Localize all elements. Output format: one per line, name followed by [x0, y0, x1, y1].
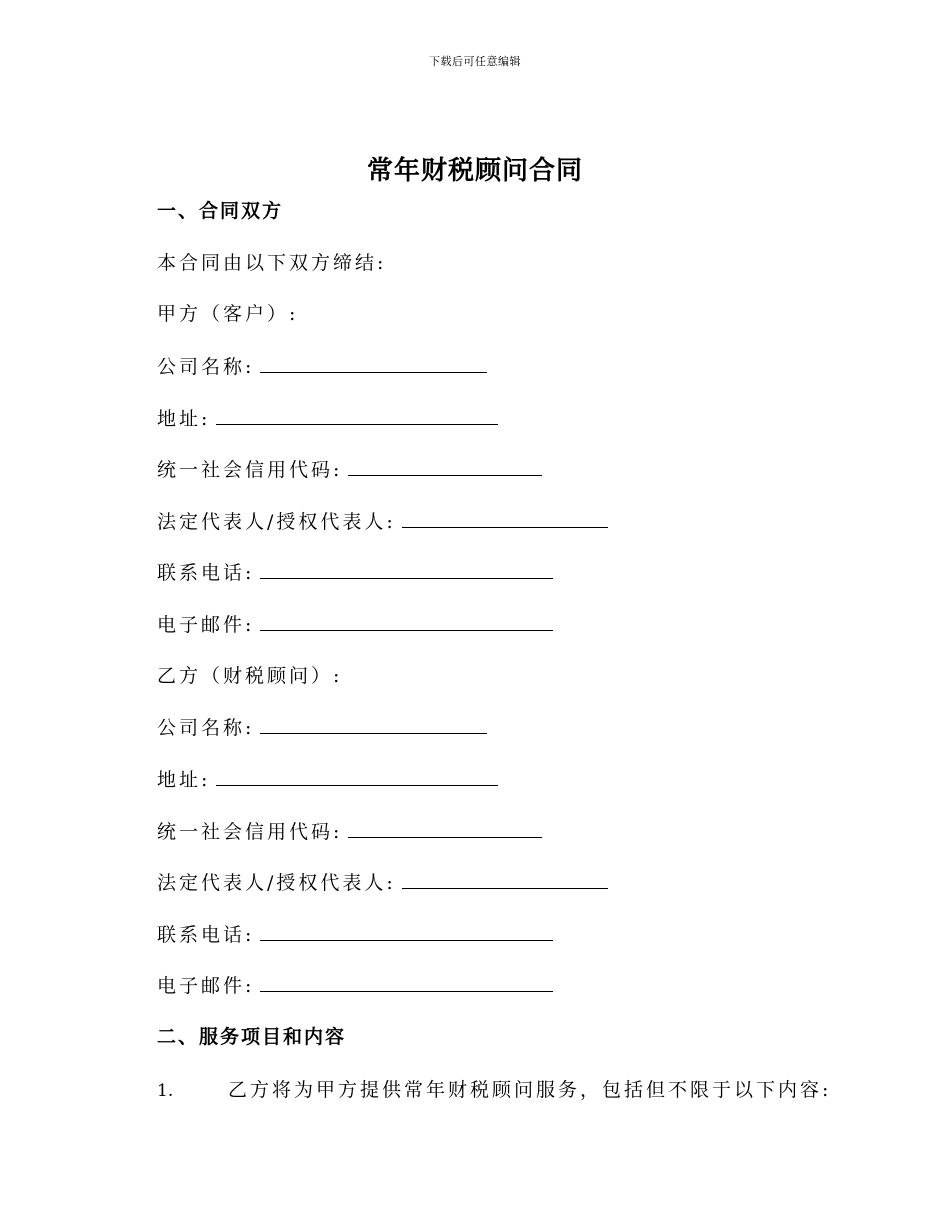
- party-a-address-row: [157, 406, 498, 431]
- party-a-email-blank[interactable]: [260, 612, 553, 631]
- party-b-phone-row: [157, 922, 553, 947]
- party-b-credit-code-row: [157, 819, 542, 844]
- party-b-company-row: [157, 715, 487, 740]
- party-a-company-row: [157, 354, 487, 379]
- party-b-phone-label: 联系电话:: [157, 924, 255, 946]
- party-a-email-row: [157, 612, 553, 637]
- party-b-email-label: 电子邮件:: [157, 975, 255, 997]
- page-header-note: 下载后可任意编辑: [429, 55, 521, 68]
- document-title: 常年财税顾问合同: [366, 156, 583, 186]
- party-b-address-label: 地址:: [157, 769, 211, 791]
- party-a-credit-code-label: 统一社会信用代码:: [157, 459, 343, 481]
- party-b-credit-code-label: 统一社会信用代码:: [157, 821, 343, 843]
- party-b-email-row: [157, 973, 553, 998]
- party-a-company-label: 公司名称:: [157, 356, 255, 378]
- party-b-credit-code-blank[interactable]: [348, 819, 542, 838]
- party-b-representative-label: 法定代表人/授权代表人:: [157, 872, 396, 894]
- party-a-credit-code-blank[interactable]: [348, 457, 542, 476]
- party-b-representative-blank[interactable]: [402, 870, 608, 889]
- party-b-address-blank[interactable]: [216, 767, 498, 786]
- party-a-address-blank[interactable]: [216, 406, 498, 425]
- party-b-label: 乙方（财税顾问）:: [157, 665, 343, 687]
- section-heading-parties: 一、合同双方: [157, 200, 284, 222]
- party-a-label: 甲方（客户）:: [157, 303, 299, 325]
- list-item-number: 1.: [157, 1081, 174, 1101]
- party-a-address-label: 地址:: [157, 408, 211, 430]
- party-b-address-row: [157, 767, 498, 792]
- intro-text: 本合同由以下双方缔结:: [157, 252, 387, 274]
- party-a-representative-label: 法定代表人/授权代表人:: [157, 511, 396, 533]
- party-b-company-label: 公司名称:: [157, 717, 255, 739]
- section-heading-services: 二、服务项目和内容: [157, 1026, 347, 1048]
- party-b-email-blank[interactable]: [260, 973, 553, 992]
- party-a-email-label: 电子邮件:: [157, 614, 255, 636]
- party-a-phone-label: 联系电话:: [157, 562, 255, 584]
- party-a-phone-row: [157, 560, 553, 585]
- party-a-phone-blank[interactable]: [260, 560, 553, 579]
- party-b-company-blank[interactable]: [260, 715, 487, 734]
- party-a-credit-code-row: [157, 457, 542, 482]
- party-b-representative-row: [157, 870, 608, 895]
- party-a-representative-row: [157, 509, 608, 534]
- list-item-text: 乙方将为甲方提供常年财税顾问服务，包括但不限于以下内容:: [228, 1079, 832, 1101]
- party-a-representative-blank[interactable]: [402, 509, 608, 528]
- party-b-phone-blank[interactable]: [260, 922, 553, 941]
- party-a-company-blank[interactable]: [260, 354, 487, 373]
